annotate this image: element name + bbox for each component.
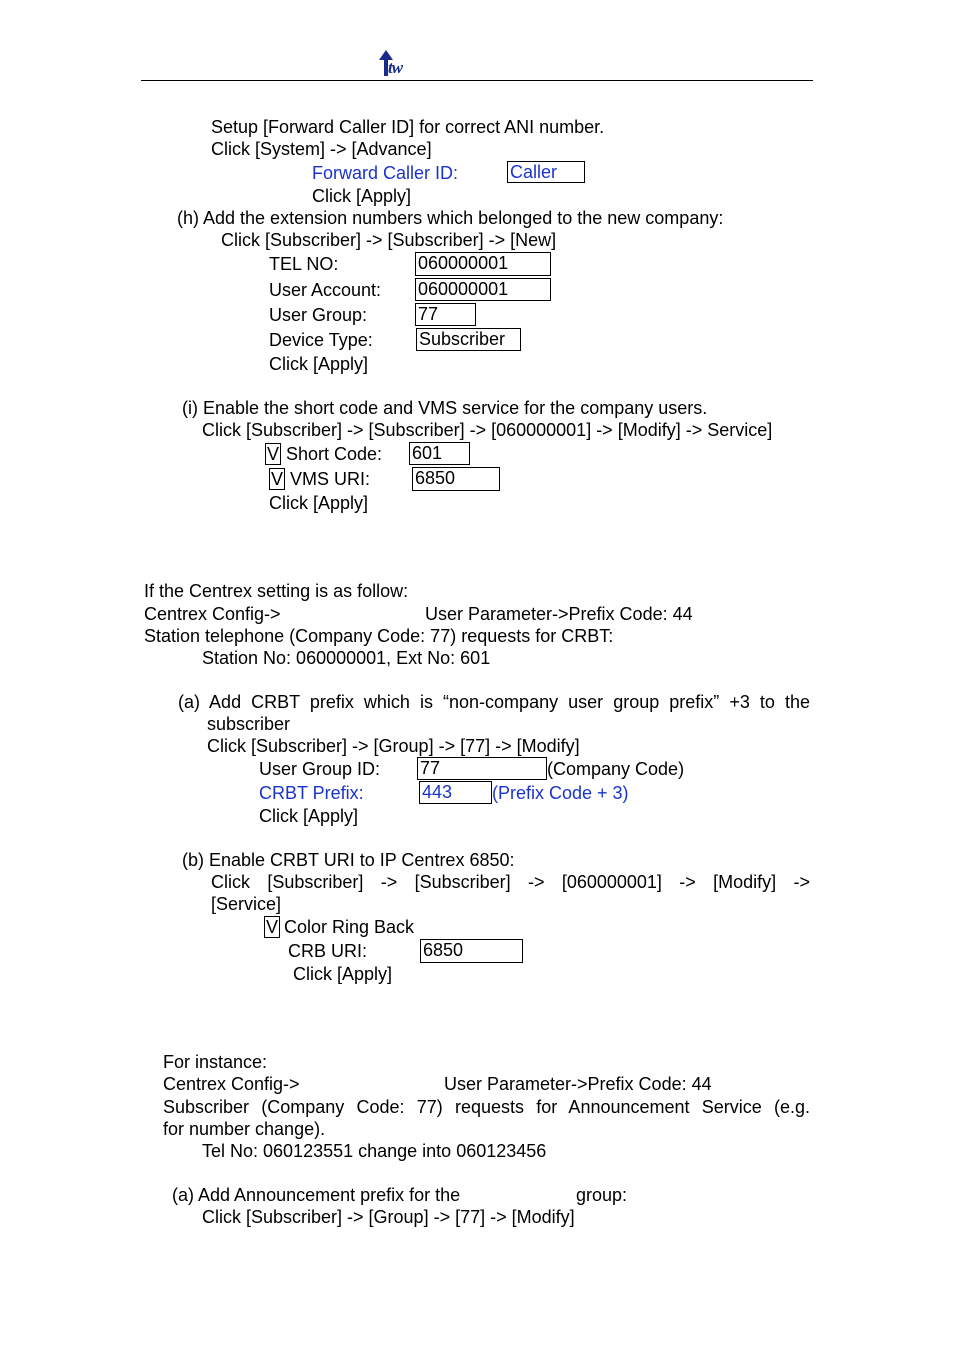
g-apply: Click [Apply] bbox=[312, 186, 412, 206]
header-rule bbox=[141, 80, 813, 81]
user-account-field[interactable]: 060000001 bbox=[415, 278, 551, 301]
h-apply: Click [Apply] bbox=[269, 354, 369, 374]
h-path: Click [Subscriber] -> [Subscriber] -> [New] bbox=[221, 230, 557, 250]
crbt-intro-2a: Centrex Config-> bbox=[144, 604, 281, 624]
crbt-prefix-label: CRBT Prefix: bbox=[259, 783, 364, 803]
crbt-a-apply: Click [Apply] bbox=[259, 806, 359, 826]
crbt-intro-1: If the Centrex setting is as follow: bbox=[144, 581, 409, 601]
tel-no-label: TEL NO: bbox=[269, 254, 339, 274]
group-id-note: (Company Code) bbox=[547, 759, 685, 779]
ann-intro-2a: Centrex Config-> bbox=[163, 1074, 300, 1094]
user-group-label: User Group: bbox=[269, 305, 368, 325]
tel-no-field[interactable]: 060000001 bbox=[415, 252, 551, 276]
device-type-label: Device Type: bbox=[269, 330, 373, 350]
crbt-a-line2: subscriber bbox=[207, 714, 291, 734]
ann-intro-2b: User Parameter->Prefix Code: 44 bbox=[444, 1074, 712, 1094]
crbt-a-path: Click [Subscriber] -> [Group] -> [77] -> [Modify] bbox=[207, 736, 580, 756]
i-title: (i) Enable the short code and VMS service for the company users. bbox=[182, 398, 708, 418]
user-group-field[interactable]: 77 bbox=[415, 303, 476, 326]
h-title: (h) Add the extension numbers which belonged to the new company: bbox=[177, 208, 724, 228]
crb-uri-label: CRB URI: bbox=[288, 941, 368, 961]
ann-a-title-a: (a) Add Announcement prefix for the bbox=[172, 1185, 461, 1205]
vms-uri-field[interactable]: 6850 bbox=[412, 467, 500, 491]
crbt-intro-3: Station telephone (Company Code: 77) requests for CRBT: bbox=[144, 626, 614, 646]
crbt-b-apply: Click [Apply] bbox=[293, 964, 393, 984]
color-ring-back-label: Color Ring Back bbox=[284, 917, 415, 937]
ann-a-title-b: group: bbox=[576, 1185, 628, 1205]
crbt-prefix-field[interactable]: 443 bbox=[419, 781, 492, 804]
vms-uri-checkbox[interactable]: V bbox=[271, 469, 284, 489]
crbt-prefix-note: (Prefix Code + 3) bbox=[492, 783, 629, 803]
short-code-field[interactable]: 601 bbox=[409, 442, 470, 465]
crbt-b-path2: [Service] bbox=[211, 894, 282, 914]
g-line1: Setup [Forward Caller ID] for correct ANI number. bbox=[211, 117, 605, 137]
crb-uri-field[interactable]: 6850 bbox=[420, 939, 523, 963]
device-type-field[interactable]: Subscriber bbox=[416, 328, 521, 351]
logo-text: tw bbox=[388, 58, 403, 77]
crbt-intro-4: Station No: 060000001, Ext No: 601 bbox=[202, 648, 491, 668]
ann-intro-3a: Subscriber (Company Code: 77) requests for Announcement Service (e.g. bbox=[163, 1097, 810, 1117]
short-code-label: Short Code: bbox=[286, 444, 383, 464]
ann-a-path: Click [Subscriber] -> [Group] -> [77] -> [Modify] bbox=[202, 1207, 575, 1227]
header-logo bbox=[376, 48, 408, 78]
i-path: Click [Subscriber] -> [Subscriber] -> [060000001] -> [Modify] -> Service] bbox=[202, 420, 773, 440]
group-id-field[interactable]: 77 bbox=[417, 757, 547, 780]
short-code-checkbox[interactable]: V bbox=[267, 444, 280, 464]
ann-intro-3b: for number change). bbox=[163, 1119, 326, 1139]
group-id-label: User Group ID: bbox=[259, 759, 381, 779]
user-account-label: User Account: bbox=[269, 280, 382, 300]
crbt-b-title: (b) Enable CRBT URI to IP Centrex 6850: bbox=[182, 850, 515, 870]
color-ring-back-checkbox[interactable]: V bbox=[266, 917, 279, 937]
ann-intro-1: For instance: bbox=[163, 1052, 268, 1072]
forward-caller-id-field[interactable]: Caller bbox=[507, 161, 585, 183]
forward-caller-id-label: Forward Caller ID: bbox=[312, 163, 459, 183]
ann-intro-4: Tel No: 060123551 change into 060123456 bbox=[202, 1141, 547, 1161]
crbt-a-line1: (a) Add CRBT prefix which is “non-company user group prefix” +3 to the bbox=[178, 692, 810, 712]
g-line2: Click [System] -> [Advance] bbox=[211, 139, 432, 159]
vms-uri-label: VMS URI: bbox=[290, 469, 371, 489]
i-apply: Click [Apply] bbox=[269, 493, 369, 513]
crbt-intro-2b: User Parameter->Prefix Code: 44 bbox=[425, 604, 693, 624]
crbt-b-path1: Click [Subscriber] -> [Subscriber] -> [060000001] -> [Modify] -> bbox=[211, 872, 810, 892]
